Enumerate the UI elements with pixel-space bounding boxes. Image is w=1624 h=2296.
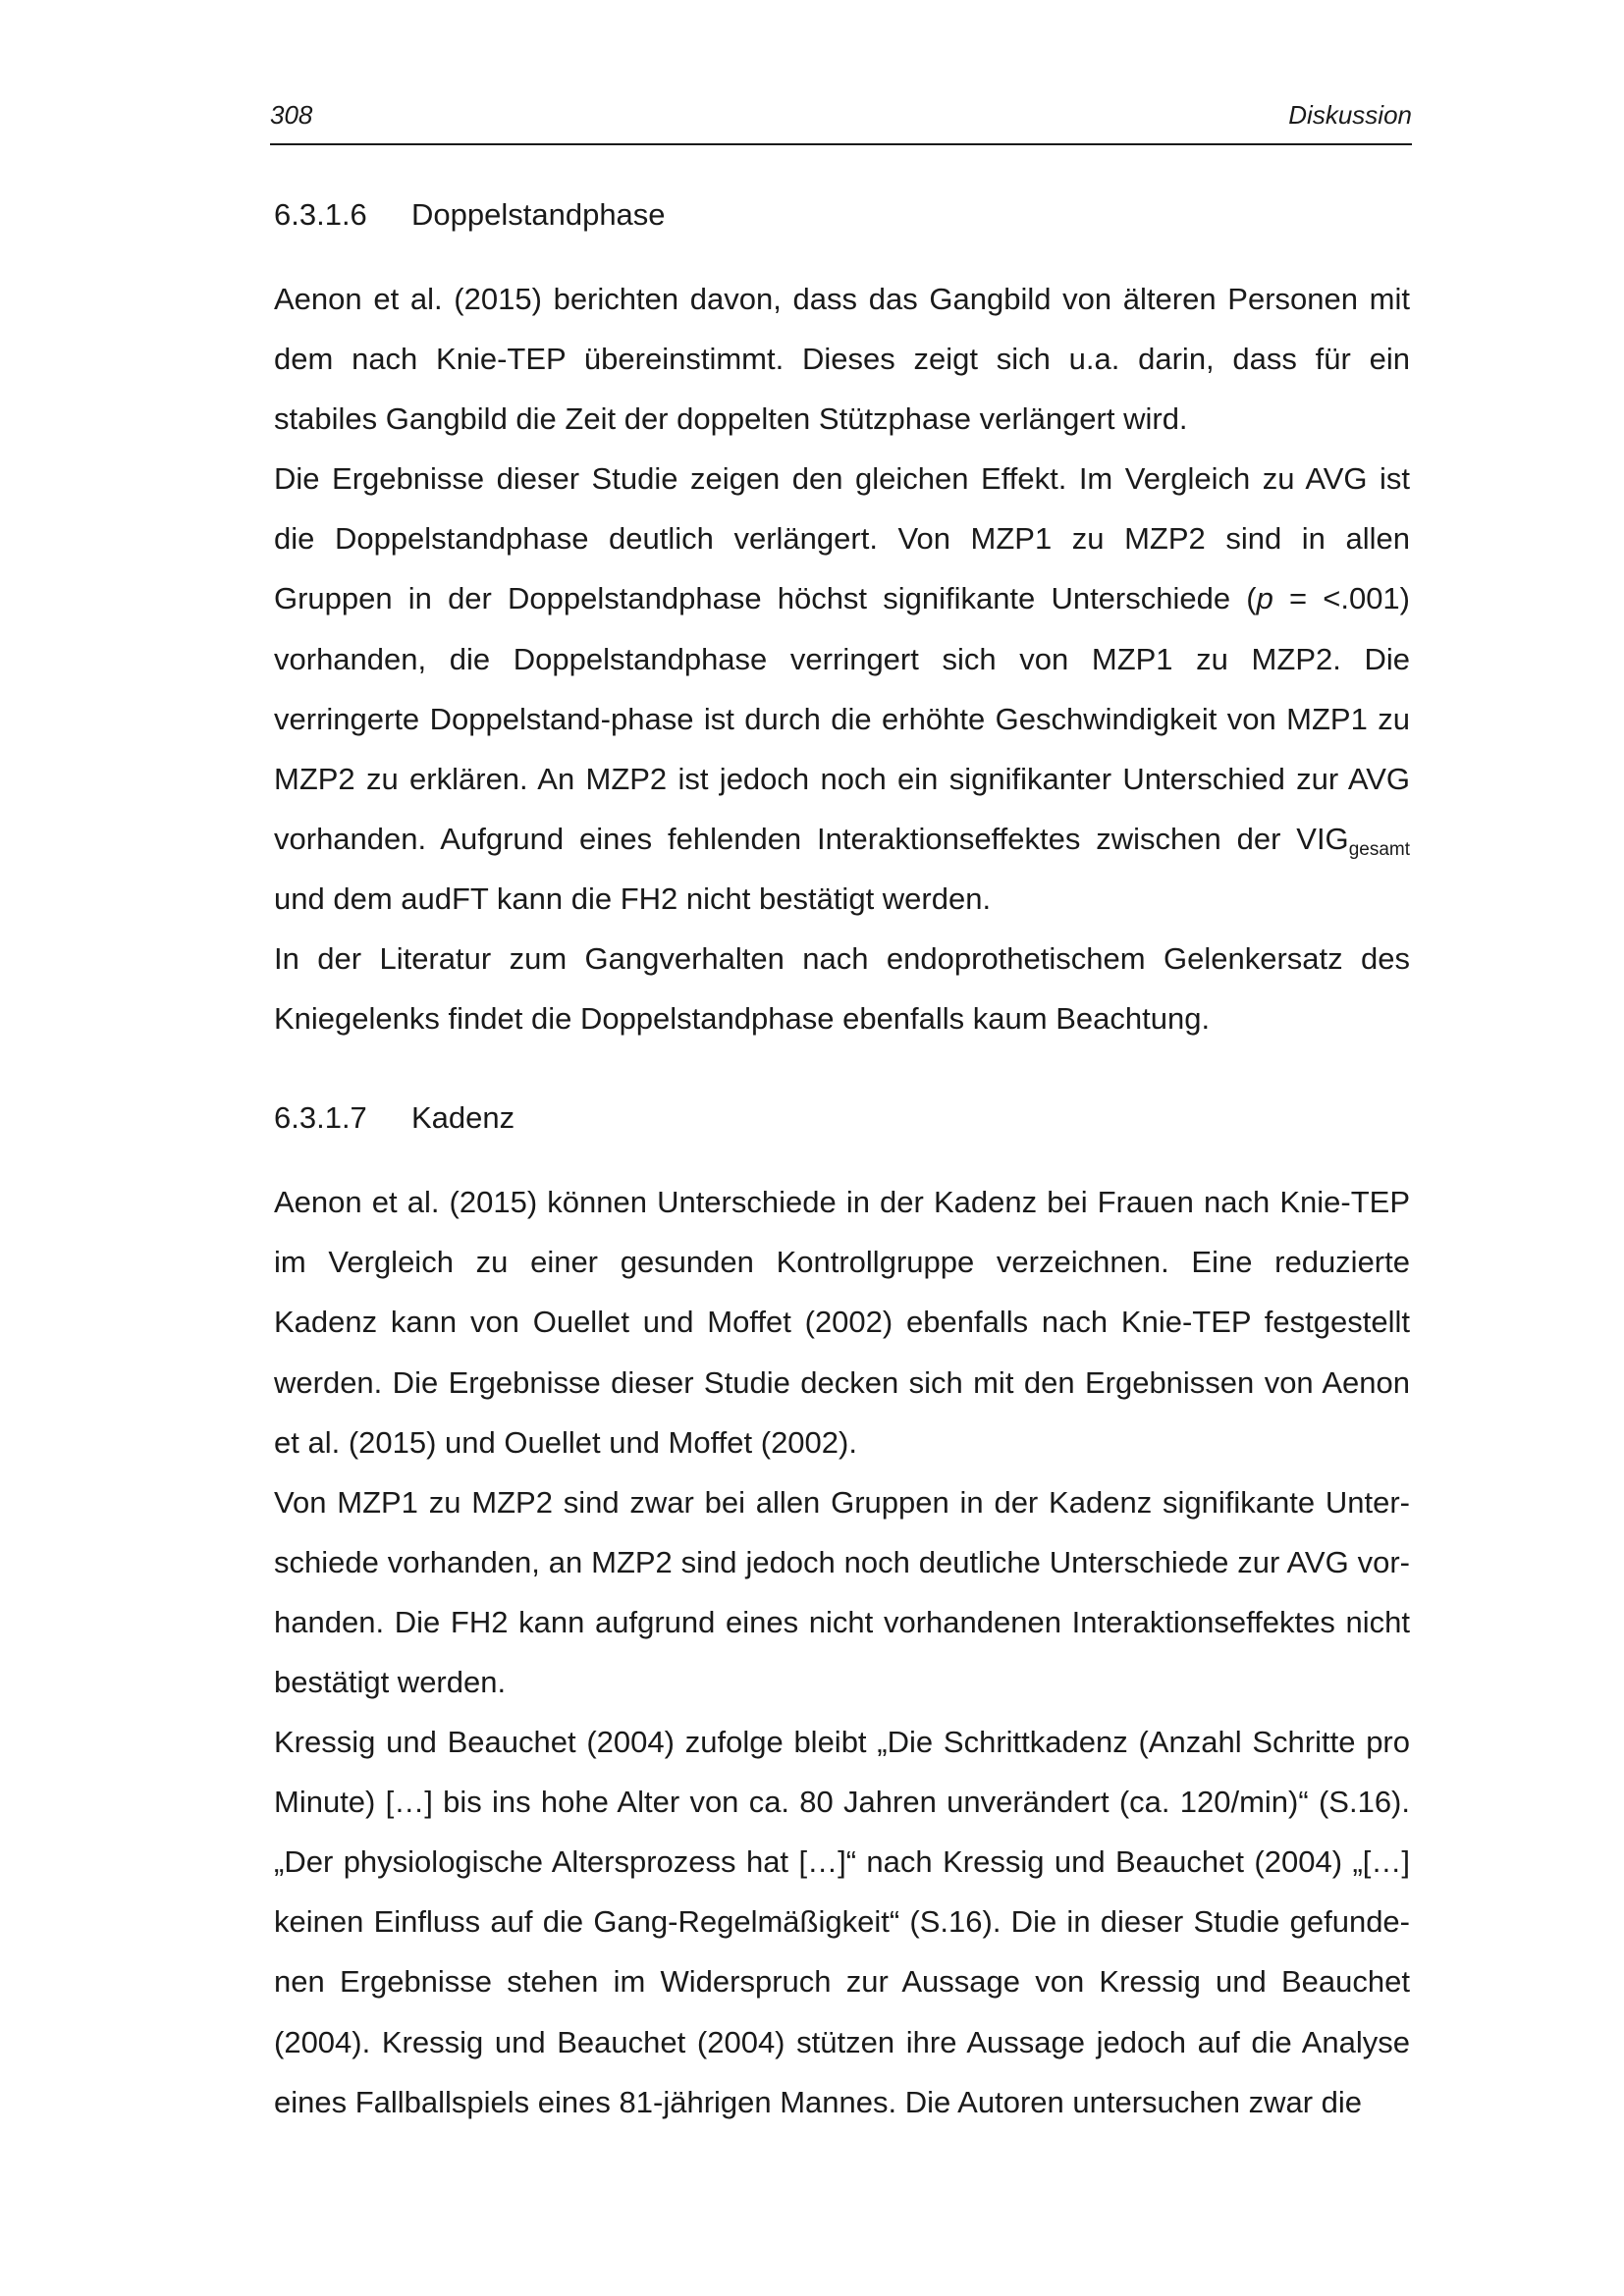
text-run: = <.001) vorhanden, die Doppelstandphase verringert sich von MZP1 zu MZP2. Die verringerte Doppelstand-phase ist durch die erhöhte Geschwindigkeit von MZP1 zu MZP2 zu erklären. An MZP2 ist jedoch noch ein signifikanter Unterschied zur AVG vorhanden. Aufgrund eines fehlenden Interaktionseffektes zwischen der VIG bbox=[274, 581, 1410, 856]
p-value-symbol: p bbox=[1256, 581, 1273, 616]
subscript: gesamt bbox=[1348, 838, 1410, 860]
section-heading-kadenz bbox=[274, 1095, 1410, 1141]
page-header bbox=[270, 96, 1412, 145]
section-title: Kadenz bbox=[411, 1100, 515, 1136]
paragraph: Kressig und Beauchet (2004) zufolge bleibt „Die Schrittkadenz (Anzahl Schritte pro Minute) […] bis ins hohe Alter von ca. 80 Jahren unverändert (ca. 120/min)“ (S.16). „Der physiologische Altersprozess hat […]“ nach Kressig und Beauchet (2004) „[…] keinen Einfluss auf die Gang-Regelmäßigkeit“ (S.16). Die in dieser Studie gefunde-nen Ergebnisse stehen im Widerspruch zur Aussage von Kressig und Beauchet (2004). Kressig und Beauchet (2004) stützen ihre Aussage jedoch auf die Analyse eines Fallballspiels eines 81-jährigen Mannes. Die Autoren untersuchen zwar die bbox=[274, 1725, 1410, 2119]
paragraph: In der Literatur zum Gangverhalten nach endoprothetischem Gelenkersatz des Kniegelenks findet die Doppelstandphase ebenfalls kaum Beachtung. bbox=[274, 941, 1410, 1037]
paragraph: Aenon et al. (2015) berichten davon, dass das Gangbild von älteren Personen mit dem nach Knie-TEP übereinstimmt. Dieses zeigt sich u.a. darin, dass für ein stabiles Gangbild die Zeit der doppelten Stützphase verlängert wird. bbox=[274, 282, 1410, 437]
paragraph bbox=[274, 449, 1410, 929]
paragraph: Von MZP1 zu MZP2 sind zwar bei allen Gruppen in der Kadenz signifikante Unter-schiede vorhanden, an MZP2 sind jedoch noch deutliche Unterschiede zur AVG vor-handen. Die FH2 kann aufgrund eines nicht vorhandenen Interaktionseffektes nicht bestätigt werden. bbox=[274, 1484, 1410, 1699]
section-number: 6.3.1.6 bbox=[274, 197, 367, 232]
paragraph: Aenon et al. (2015) können Unterschiede in der Kadenz bei Frauen nach Knie-TEP im Vergleich zu einer gesunden Kontrollgruppe verzeichnen. Eine reduzierte Kadenz kann von Ouellet und Moffet (2002) ebenfalls nach Knie-TEP festgestellt werden. Die Ergebnisse dieser Studie decken sich mit den Ergebnissen von Aenon et al. (2015) und Ouellet und Moffet (2002). bbox=[274, 1185, 1410, 1460]
text-run: Die Ergebnisse dieser Studie zeigen den gleichen Effekt. Im Vergleich zu AVG ist die Doppelstandphase deutlich verlängert. Von MZP1 zu MZP2 sind in allen Gruppen in der Doppelstandphase höchst signifikante Unterschiede ( bbox=[274, 461, 1410, 616]
text-run: und dem audFT kann die FH2 nicht bestätigt werden. bbox=[274, 881, 992, 916]
section-title: Doppelstandphase bbox=[411, 197, 666, 232]
running-title: Diskussion bbox=[1288, 100, 1412, 130]
page-body bbox=[274, 192, 1410, 2132]
page-number: 308 bbox=[270, 100, 313, 130]
section-heading-doppelstandphase bbox=[274, 192, 1410, 238]
section-number: 6.3.1.7 bbox=[274, 1100, 367, 1136]
